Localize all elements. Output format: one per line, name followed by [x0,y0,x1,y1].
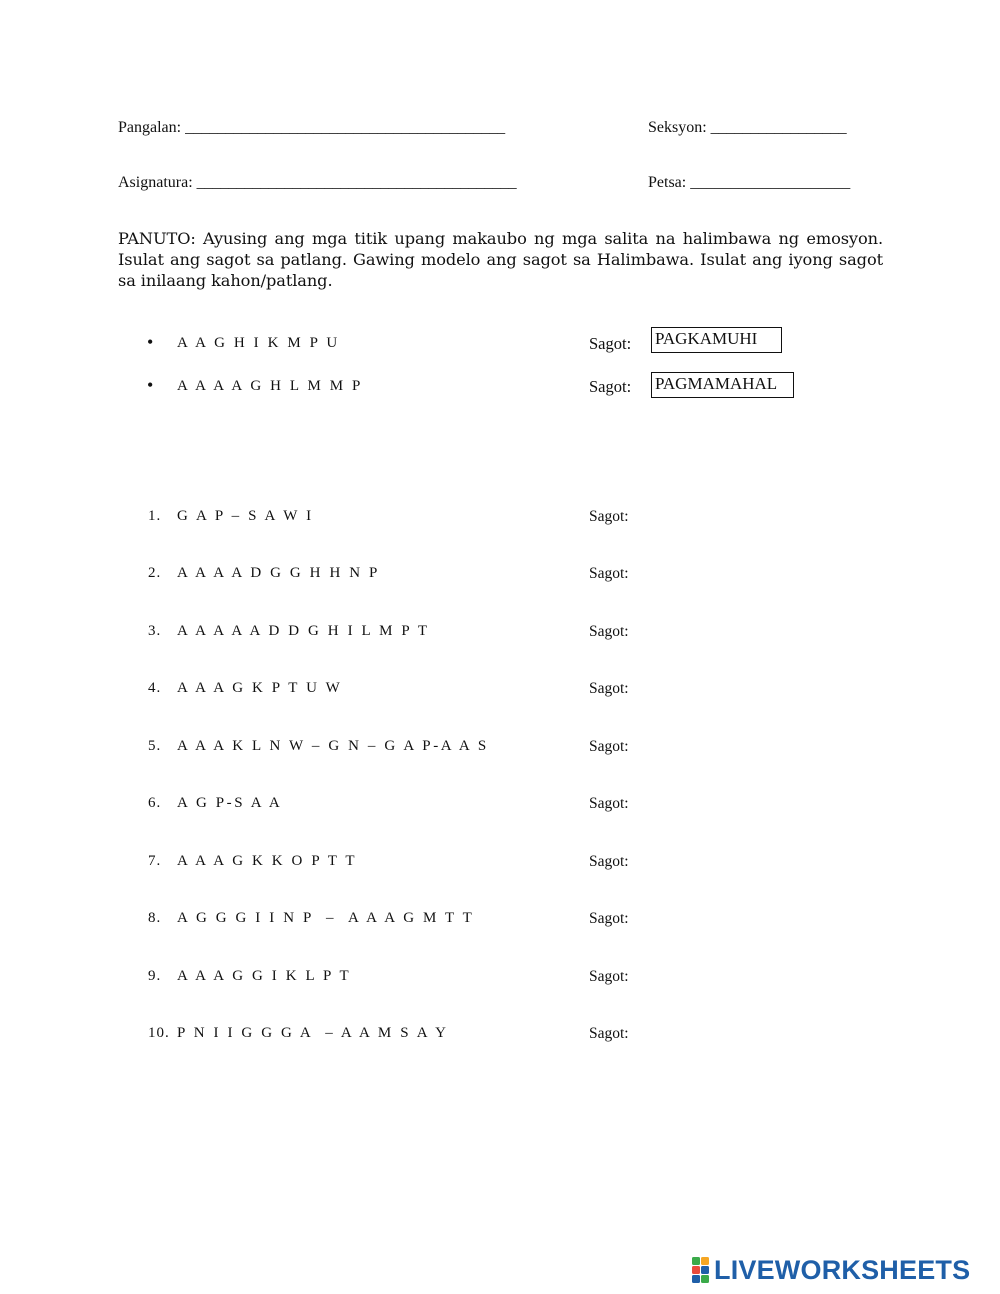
example-answer-label: Sagot: [589,377,632,396]
example-answer-box: PAGMAMAHAL [651,372,794,398]
example-answer-label: Sagot: [589,334,632,353]
item-letters: G A P – S A W I [177,508,314,524]
item-number: 4. [148,680,162,696]
name-field[interactable]: Pangalan: ________________________________________ [118,119,506,136]
item-answer-label[interactable]: Sagot: [589,623,629,640]
liveworksheets-logo[interactable] [692,1256,970,1284]
item-number: 6. [148,795,162,811]
item-answer-label[interactable]: Sagot: [589,565,629,582]
item-number: 3. [148,623,162,639]
example-letters: A A G H I K M P U [177,335,340,351]
item-letters: A A A A D G G H H N P [177,565,380,581]
item-answer-label[interactable]: Sagot: [589,738,629,755]
item-letters: A A A G K K O P T T [177,853,358,869]
item-number: 7. [148,853,162,869]
example-letters: A A A A G H L M M P [177,378,363,394]
item-letters: A A A K L N W – G N – G A P-A A S [177,738,489,754]
item-answer-label[interactable]: Sagot: [589,795,629,812]
item-number: 8. [148,910,162,926]
item-answer-label[interactable]: Sagot: [589,1025,629,1042]
item-letters: A A A G G I K L P T [177,968,352,984]
item-number: 1. [148,508,162,524]
item-number: 5. [148,738,162,754]
bullet-icon: • [147,332,154,352]
item-answer-label[interactable]: Sagot: [589,508,629,525]
instructions: PANUTO: Ayusing ang mga titik upang makaubo ng mga salita na halimbawa ng emosyon. Isulat ang sagot sa patlang. Gawing modelo ang sagot sa Halimbawa. Isulat ang iyong sagot sa inilaang kahon/patlang. [118,229,883,290]
item-letters: P N I I G G G A – A A M S A Y [177,1025,449,1041]
item-letters: A A A A A D D G H I L M P T [177,623,430,639]
item-number: 9. [148,968,162,984]
logo-text: LIVEWORKSHEETS [714,1255,971,1285]
item-number: 10. [148,1025,170,1041]
item-letters: A G P-S A A [177,795,283,811]
section-field[interactable]: Seksyon: _________________ [648,119,847,136]
item-letters: A A A G K P T U W [177,680,343,696]
item-answer-label[interactable]: Sagot: [589,910,629,927]
item-answer-label[interactable]: Sagot: [589,853,629,870]
date-field[interactable]: Petsa: ____________________ [648,174,851,191]
subject-field[interactable]: Asignatura: ________________________________________ [118,174,517,191]
item-number: 2. [148,565,162,581]
item-answer-label[interactable]: Sagot: [589,680,629,697]
example-answer-box: PAGKAMUHI [651,327,782,353]
item-letters: A G G G I I N P – A A A G M T T [177,910,475,926]
item-answer-label[interactable]: Sagot: [589,968,629,985]
liveworksheets-logo-icon [692,1257,710,1283]
bullet-icon: • [147,375,154,395]
